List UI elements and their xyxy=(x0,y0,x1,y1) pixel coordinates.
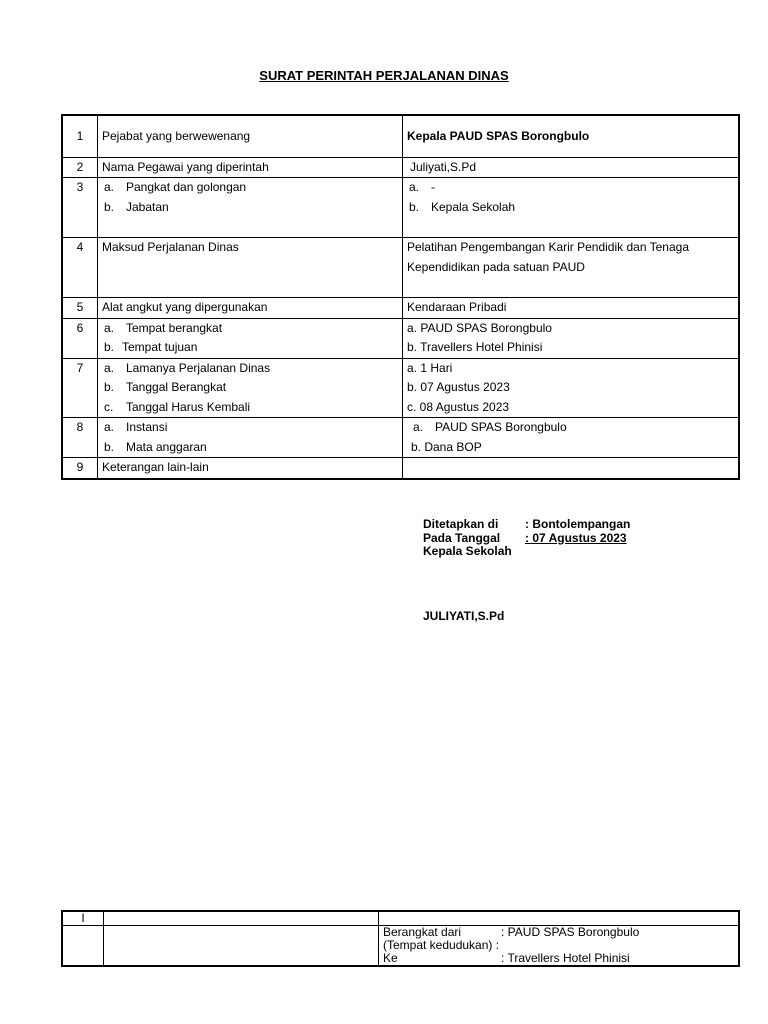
row-value: a. PAUD SPAS Borongbulo b. Dana BOP xyxy=(403,418,740,458)
table-row xyxy=(62,418,739,458)
depart-label: Berangkat dari xyxy=(383,925,462,939)
row-label: Nama Pegawai yang diperintah xyxy=(98,157,403,178)
table-row xyxy=(62,318,739,358)
sub-label: Tanggal Harus Kembali xyxy=(126,399,251,414)
table-row xyxy=(62,178,739,238)
table-row xyxy=(62,358,739,418)
row-label: a. Instansi b. Mata anggaran xyxy=(98,418,403,458)
table-row xyxy=(62,926,739,967)
table-row xyxy=(62,911,739,926)
sub-value: PAUD SPAS Borongbulo xyxy=(435,420,567,434)
row-number: 7 xyxy=(62,358,98,418)
departure-table xyxy=(61,910,740,967)
row-value: Kendaraan Pribadi xyxy=(403,298,740,319)
signature-block xyxy=(423,518,630,559)
row-label: a. Pangkat dan golongan b. Jabatan xyxy=(98,178,403,238)
destination-value: : Travellers Hotel Phinisi xyxy=(501,951,630,965)
sub-value: b. 07 Agustus 2023 xyxy=(407,380,510,394)
sub-value: c. 08 Agustus 2023 xyxy=(407,399,510,414)
depart-value: : PAUD SPAS Borongbulo xyxy=(501,925,640,939)
row-number: 8 xyxy=(62,418,98,458)
signer-name: JULIYATI,S.Pd xyxy=(423,609,505,623)
origin-label: (Tempat kedudukan) : xyxy=(383,938,500,952)
sub-label: Tanggal Berangkat xyxy=(126,380,227,394)
row-value xyxy=(403,318,740,358)
row-number: 4 xyxy=(62,238,98,298)
purpose-line: Pelatihan Pengembangan Karir Pendidik dan Tenaga xyxy=(407,240,689,254)
row-number: 2 xyxy=(62,157,98,178)
destination-label: Ke xyxy=(383,951,398,965)
date-label: Pada Tanggal xyxy=(423,530,501,545)
table-row xyxy=(62,238,739,298)
sub-label: Jabatan xyxy=(126,199,169,214)
row-label: Alat angkut yang dipergunakan xyxy=(98,298,403,319)
table-row xyxy=(62,157,739,178)
place-value: : Bontolempangan xyxy=(525,517,631,531)
row-number: 5 xyxy=(62,298,98,319)
row-value xyxy=(403,238,740,298)
departure-details xyxy=(379,926,740,967)
row-label: Maksud Perjalanan Dinas xyxy=(98,238,403,298)
sub-value: - xyxy=(431,180,435,194)
sub-value: a. 1 Hari xyxy=(407,360,453,375)
row-number: 3 xyxy=(62,178,98,238)
signer-role: Kepala Sekolah xyxy=(423,544,512,558)
row-label: Keterangan lain-lain xyxy=(98,458,403,479)
row-value: Kepala PAUD SPAS Borongbulo xyxy=(403,115,740,157)
row-number: 9 xyxy=(62,458,98,479)
date-value: : 07 Agustus 2023 xyxy=(525,530,627,545)
sub-label: Instansi xyxy=(126,420,168,434)
place-label: Ditetapkan di xyxy=(423,517,499,531)
row-label: Pejabat yang berwewenang xyxy=(98,115,403,157)
sub-label: Tempat berangkat xyxy=(126,320,223,335)
sub-label: Mata anggaran xyxy=(126,439,207,454)
employee-name: Juliyati,S.Pd xyxy=(410,159,477,174)
row-number: 1 xyxy=(62,115,98,157)
row-number: 6 xyxy=(62,318,98,358)
document-title: SURAT PERINTAH PERJALANAN DINAS xyxy=(259,68,509,83)
travel-order-table xyxy=(61,114,740,480)
row-value xyxy=(403,358,740,418)
table-row xyxy=(62,298,739,319)
section-numeral: I xyxy=(62,911,104,926)
sub-value: a. PAUD SPAS Borongbulo xyxy=(407,320,552,335)
sub-label: Tempat tujuan xyxy=(122,340,198,354)
sub-value: b. Travellers Hotel Phinisi xyxy=(407,340,543,354)
row-value xyxy=(403,157,740,178)
row-label: a. Tempat berangkat b. Tempat tujuan xyxy=(98,318,403,358)
sub-value: Kepala Sekolah xyxy=(431,199,516,214)
table-row xyxy=(62,115,739,157)
purpose-line: Kependidikan pada satuan PAUD xyxy=(407,259,585,274)
table-row xyxy=(62,458,739,479)
row-value: a. - b. Kepala Sekolah xyxy=(403,178,740,238)
sub-label: Pangkat dan golongan xyxy=(126,180,247,194)
row-value xyxy=(403,458,740,479)
sub-value: b. Dana BOP xyxy=(411,439,482,454)
row-label: a. Lamanya Perjalanan Dinas b. Tanggal Berangkat c. Tanggal Harus Kembali xyxy=(98,358,403,418)
sub-label: Lamanya Perjalanan Dinas xyxy=(126,360,271,375)
